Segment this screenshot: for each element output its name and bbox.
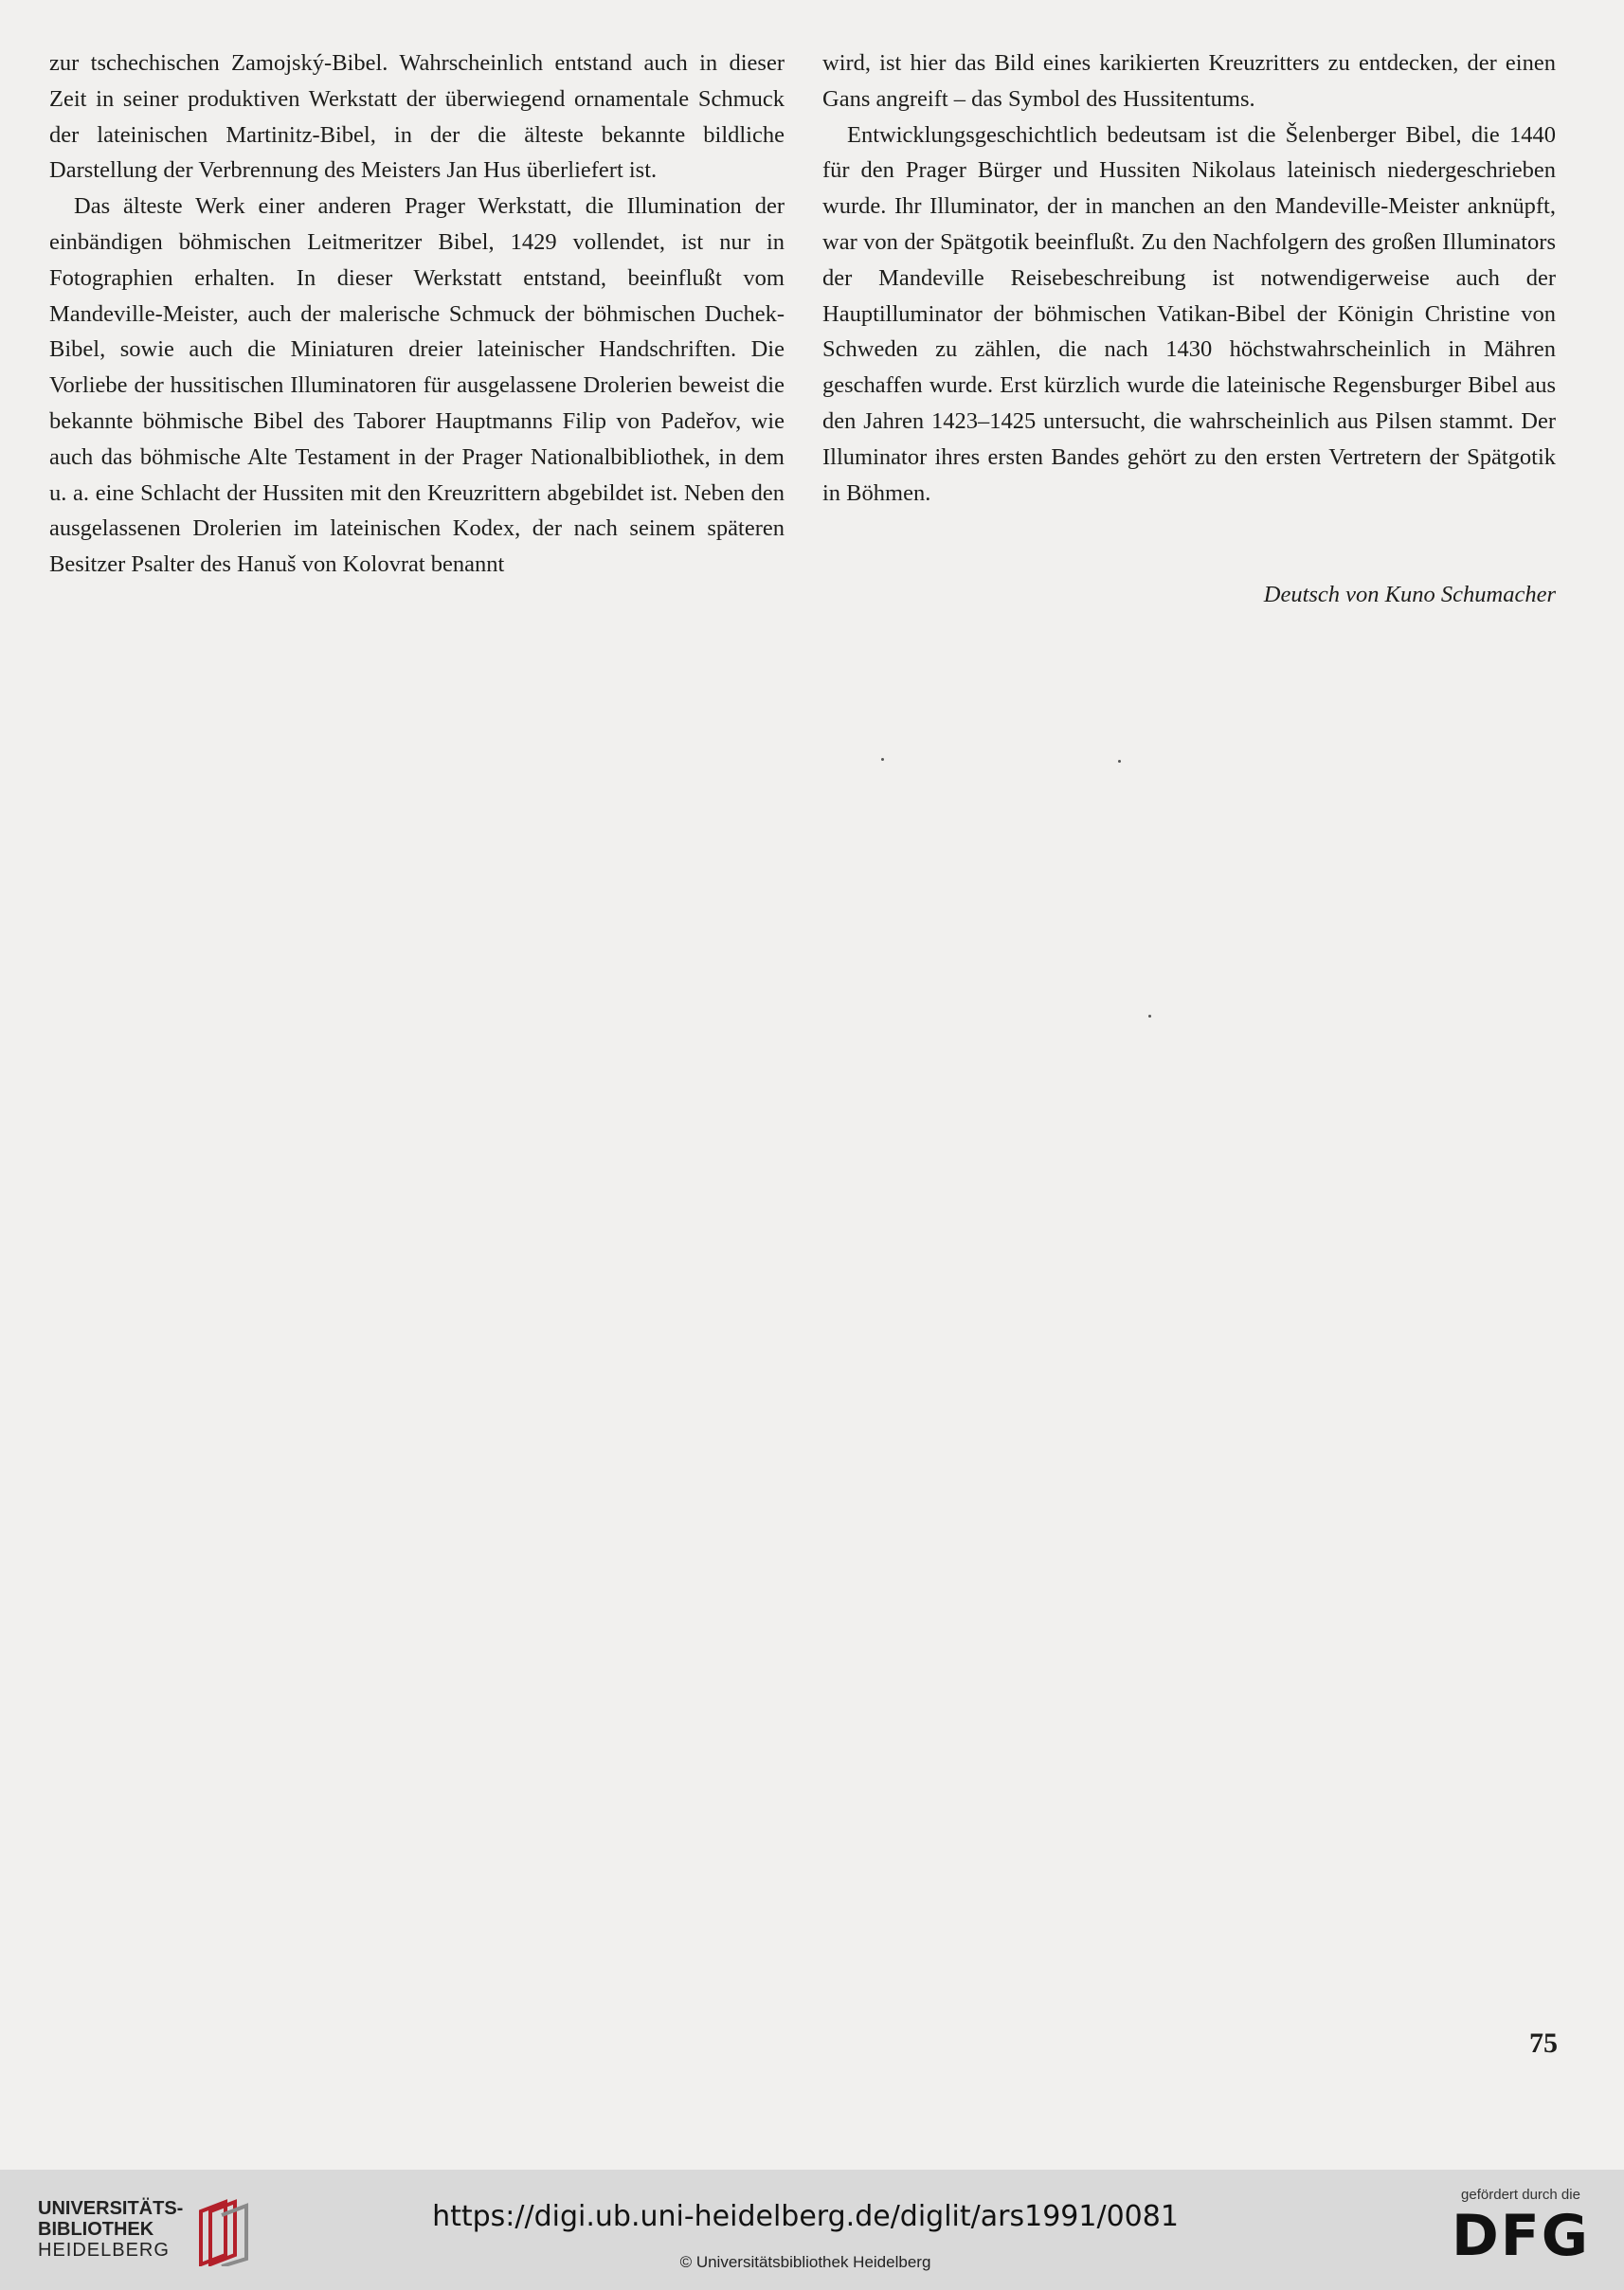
dfg-funding[interactable] (1440, 2187, 1601, 2269)
copyright-notice: © Universitätsbibliothek Heidelberg (679, 2253, 931, 2271)
permalink-url[interactable]: https://digi.ub.uni-heidelberg.de/diglit/ars1991/0081 (432, 2200, 1179, 2233)
speck (881, 758, 884, 761)
funding-label: gefördert durch die (1461, 2187, 1580, 2203)
university-library-logo[interactable] (38, 2198, 284, 2274)
right-text-column (822, 45, 1556, 511)
speck (1148, 1015, 1151, 1018)
paragraph: zur tschechischen Zamojský-Bibel. Wahrscheinlich entstand auch in dieser Zeit in seiner produktiven Werkstatt der überwiegend ornamentale Schmuck der lateinischen Martinitz-Bibel, in der die älteste bekannte bildliche Darstellung der Verbrennung des Meisters Jan Hus überliefert ist. (49, 50, 785, 184)
paragraph: Das älteste Werk einer anderen Prager Werkstatt, die Illumination der einbändigen böhmischen Leitmeritzer Bibel, 1429 vollendet, ist nur in Fotographien erhalten. In dieser Werkstatt entstand, beeinflußt vom Mandeville-Meister, auch der malerische Schmuck der böhmischen Duchek- Bibel, sowie auch die Miniaturen dreier lateinischer Handschriften. Die Vorliebe der hussitischen Illuminatoren für ausgelassene Drolerien beweist die bekannte böhmische Bibel des Taborer Hauptmanns Filip von Padeřov, wie auch das böhmische Alte Testament in der Prager Nationalbibliothek, in dem u. a. eine Schlacht der Hussiten mit den Kreuzrittern abgebildet ist. Neben den ausgelassenen Drolerien im lateinischen Kodex, der nach seinem späteren Besitzer Psalter des Hanuš von Kolovrat benannt (49, 193, 785, 578)
library-name-line: UNIVERSITÄTS- (38, 2198, 184, 2219)
dfg-logo: DFG (1451, 2203, 1591, 2269)
library-name (38, 2198, 183, 2261)
library-emblem-icon (197, 2198, 254, 2266)
library-name-line: HEIDELBERG (38, 2240, 170, 2261)
footer-bar (0, 2170, 1624, 2290)
left-text-column (49, 45, 785, 583)
paragraph: Entwicklungsgeschichtlich bedeutsam ist die Šelenberger Bibel, die 1440 für den Prager Bürger und Hussiten Nikolaus lateinisch niedergeschrieben wurde. Ihr Illuminator, der in manchen an den Mandeville-Meister anknüpft, war von der Spätgotik beeinflußt. Zu den Nachfolgern des großen Illuminators der Mandeville Reisebeschreibung ist notwendigerweise auch der Hauptilluminator der böhmischen Vatikan-Bibel der Königin Christine von Schweden zu zählen, die nach 1430 höchstwahrscheinlich in Mähren geschaffen wurde. Erst kürzlich wurde die lateinische Regensburger Bibel aus den Jahren 1423–1425 untersucht, die wahrscheinlich aus Pilsen stammt. Der Illuminator ihres ersten Bandes gehört zu den ersten Vertretern der Spätgotik in Böhmen. (822, 121, 1556, 506)
library-name-line: BIBLIOTHEK (38, 2219, 154, 2240)
speck (1118, 760, 1121, 763)
page-number: 75 (1529, 2028, 1558, 2059)
translator-credit: Deutsch von Kuno Schumacher (1263, 582, 1556, 607)
paragraph: wird, ist hier das Bild eines karikierten Kreuzritters zu entdecken, der einen Gans angreift – das Symbol des Hussitentums. (822, 50, 1556, 112)
